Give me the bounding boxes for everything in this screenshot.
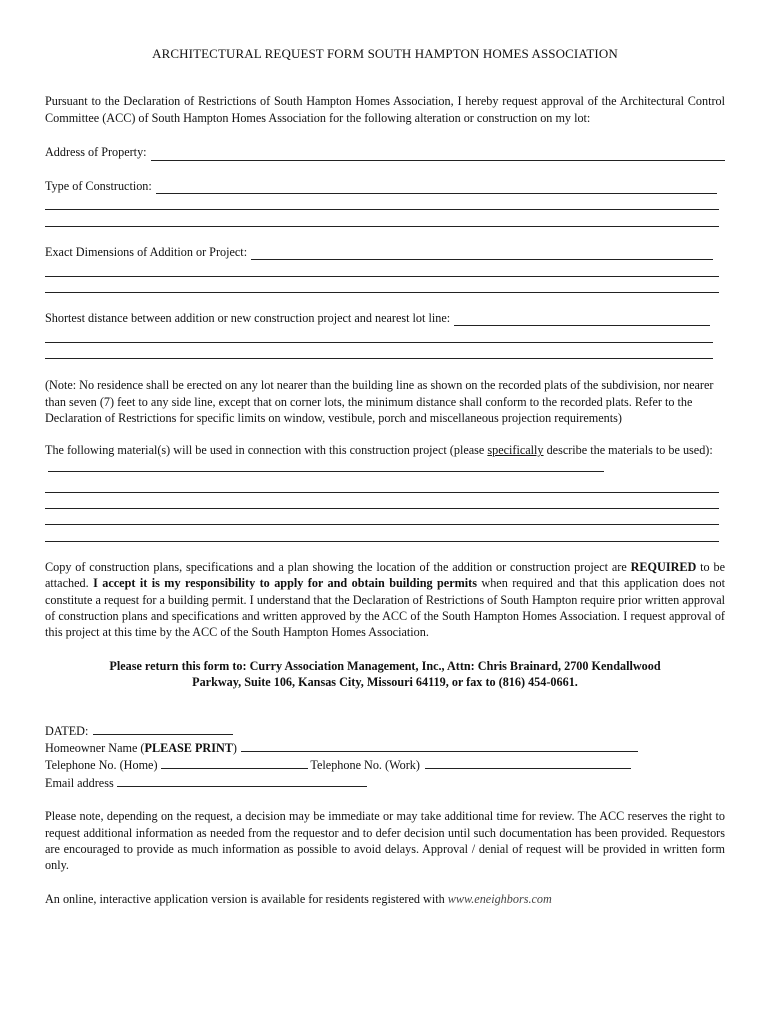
email-label: Email address [45,775,114,790]
materials-paragraph [45,442,725,476]
dated-row [45,722,725,739]
phone-home-label: Telephone No. (Home) [45,758,158,773]
setback-note: (Note: No residence shall be erected on any lot nearer than the building line as shown on the recorded plats of the subdivision, nor nearer than seven (7) feet to any side line, except that on corner lots, the minimum distance shall conform to the recorded plats. Refer to the Declaration of Restrictions for specific limits on window, vestibule, porch and miscellaneous projection requirements) [45,378,714,425]
phone-work-line[interactable] [425,756,631,769]
materials-emphasis: specifically [487,443,544,458]
address-line[interactable] [151,148,725,161]
materials-line-5[interactable] [45,525,719,541]
dimensions-field[interactable] [45,244,725,260]
materials-prefix: The following material(s) will be used in connection with this construction project (please [45,443,488,458]
construction-type-line-2[interactable] [45,194,719,210]
plans-paragraph [45,559,725,641]
phone-home-line[interactable] [161,756,308,769]
phone-work-label: Telephone No. (Work) [310,758,420,773]
dated-line[interactable] [93,722,233,735]
distance-label: Shortest distance between addition or new construction project and nearest lot line: [45,311,451,325]
homeowner-row [45,739,725,756]
materials-line-2[interactable] [45,476,719,492]
intro-paragraph: Pursuant to the Declaration of Restrictions of South Hampton Homes Association, I hereby request approval of the Architectural Control Committee (ACC) of South Hampton Homes Association for the following alteration or construction on my lot: [45,94,725,125]
telephone-row [45,756,725,773]
online-notice [45,891,725,907]
return-line-2: Parkway, Suite 106, Kansas City, Missouri 64119, or fax to (816) 454-0661. [192,675,578,690]
dated-label: DATED: [45,723,89,738]
email-row [45,774,725,791]
construction-type-line[interactable] [156,181,717,194]
homeowner-label: Homeowner Name ( [45,741,145,756]
address-label: Address of Property: [45,145,147,160]
permit-responsibility-text: I accept it is my responsibility to apply for and obtain building permits [93,576,477,591]
signature-block [45,722,725,792]
required-text: REQUIRED [630,559,697,574]
distance-field[interactable] [45,310,725,326]
distance-line-3[interactable] [45,343,713,359]
return-instructions [45,658,725,691]
eneighbors-link[interactable]: www.eneighbors.com [447,891,552,906]
plans-text-3: when required and that this application does not constitute a request for a building permit. I understand that the Declaration of Restrictions of South Hampton require prior written approval of construction plans and specifications and written approved by the ACC of the South Hampton Homes Association. I request approval of this project at this time by the ACC of the South Hampton Homes Association. [45,576,725,640]
homeowner-label-close: ) [232,741,237,756]
homeowner-line[interactable] [241,739,638,752]
online-text: An online, interactive application version is available for residents registered with [45,891,448,906]
construction-type-line-3[interactable] [45,210,719,226]
form-title: ARCHITECTURAL REQUEST FORM SOUTH HAMPTON HOMES ASSOCIATION [152,46,618,61]
email-line[interactable] [117,774,367,787]
disclaimer-paragraph: Please note, depending on the request, a decision may be immediate or may take additional time for review. The ACC reserves the right to request additional information as needed from the requestor and to defer decision until such documentation has been provided. Requestors are encouraged to provide as much information as possible to avoid delays. Approval / denial of request will be provided in written form only. [45,809,725,873]
dimensions-line-3[interactable] [45,277,719,293]
address-field[interactable] [45,144,725,160]
dimensions-line[interactable] [251,247,713,260]
dimensions-line-2[interactable] [45,260,719,276]
plans-text-1: Copy of construction plans, specifications and a plan showing the location of the addition or construction project are [45,559,631,574]
construction-type-field[interactable] [45,178,725,194]
materials-line-3[interactable] [45,493,719,509]
return-line-1: Please return this form to: Curry Association Management, Inc., Attn: Chris Brainard, 2700 Kendallwood [109,658,661,673]
construction-type-label: Type of Construction: [45,178,152,193]
materials-suffix: describe the materials to be used): [543,443,713,458]
distance-line-2[interactable] [45,326,713,342]
dimensions-label: Exact Dimensions of Addition or Project: [45,244,248,259]
please-print-text: PLEASE PRINT [144,741,233,756]
materials-line-4[interactable] [45,509,719,525]
distance-line[interactable] [454,313,710,326]
form-page [45,46,725,907]
materials-line[interactable] [48,459,604,472]
plans-text-2: to be attached. [45,559,725,591]
